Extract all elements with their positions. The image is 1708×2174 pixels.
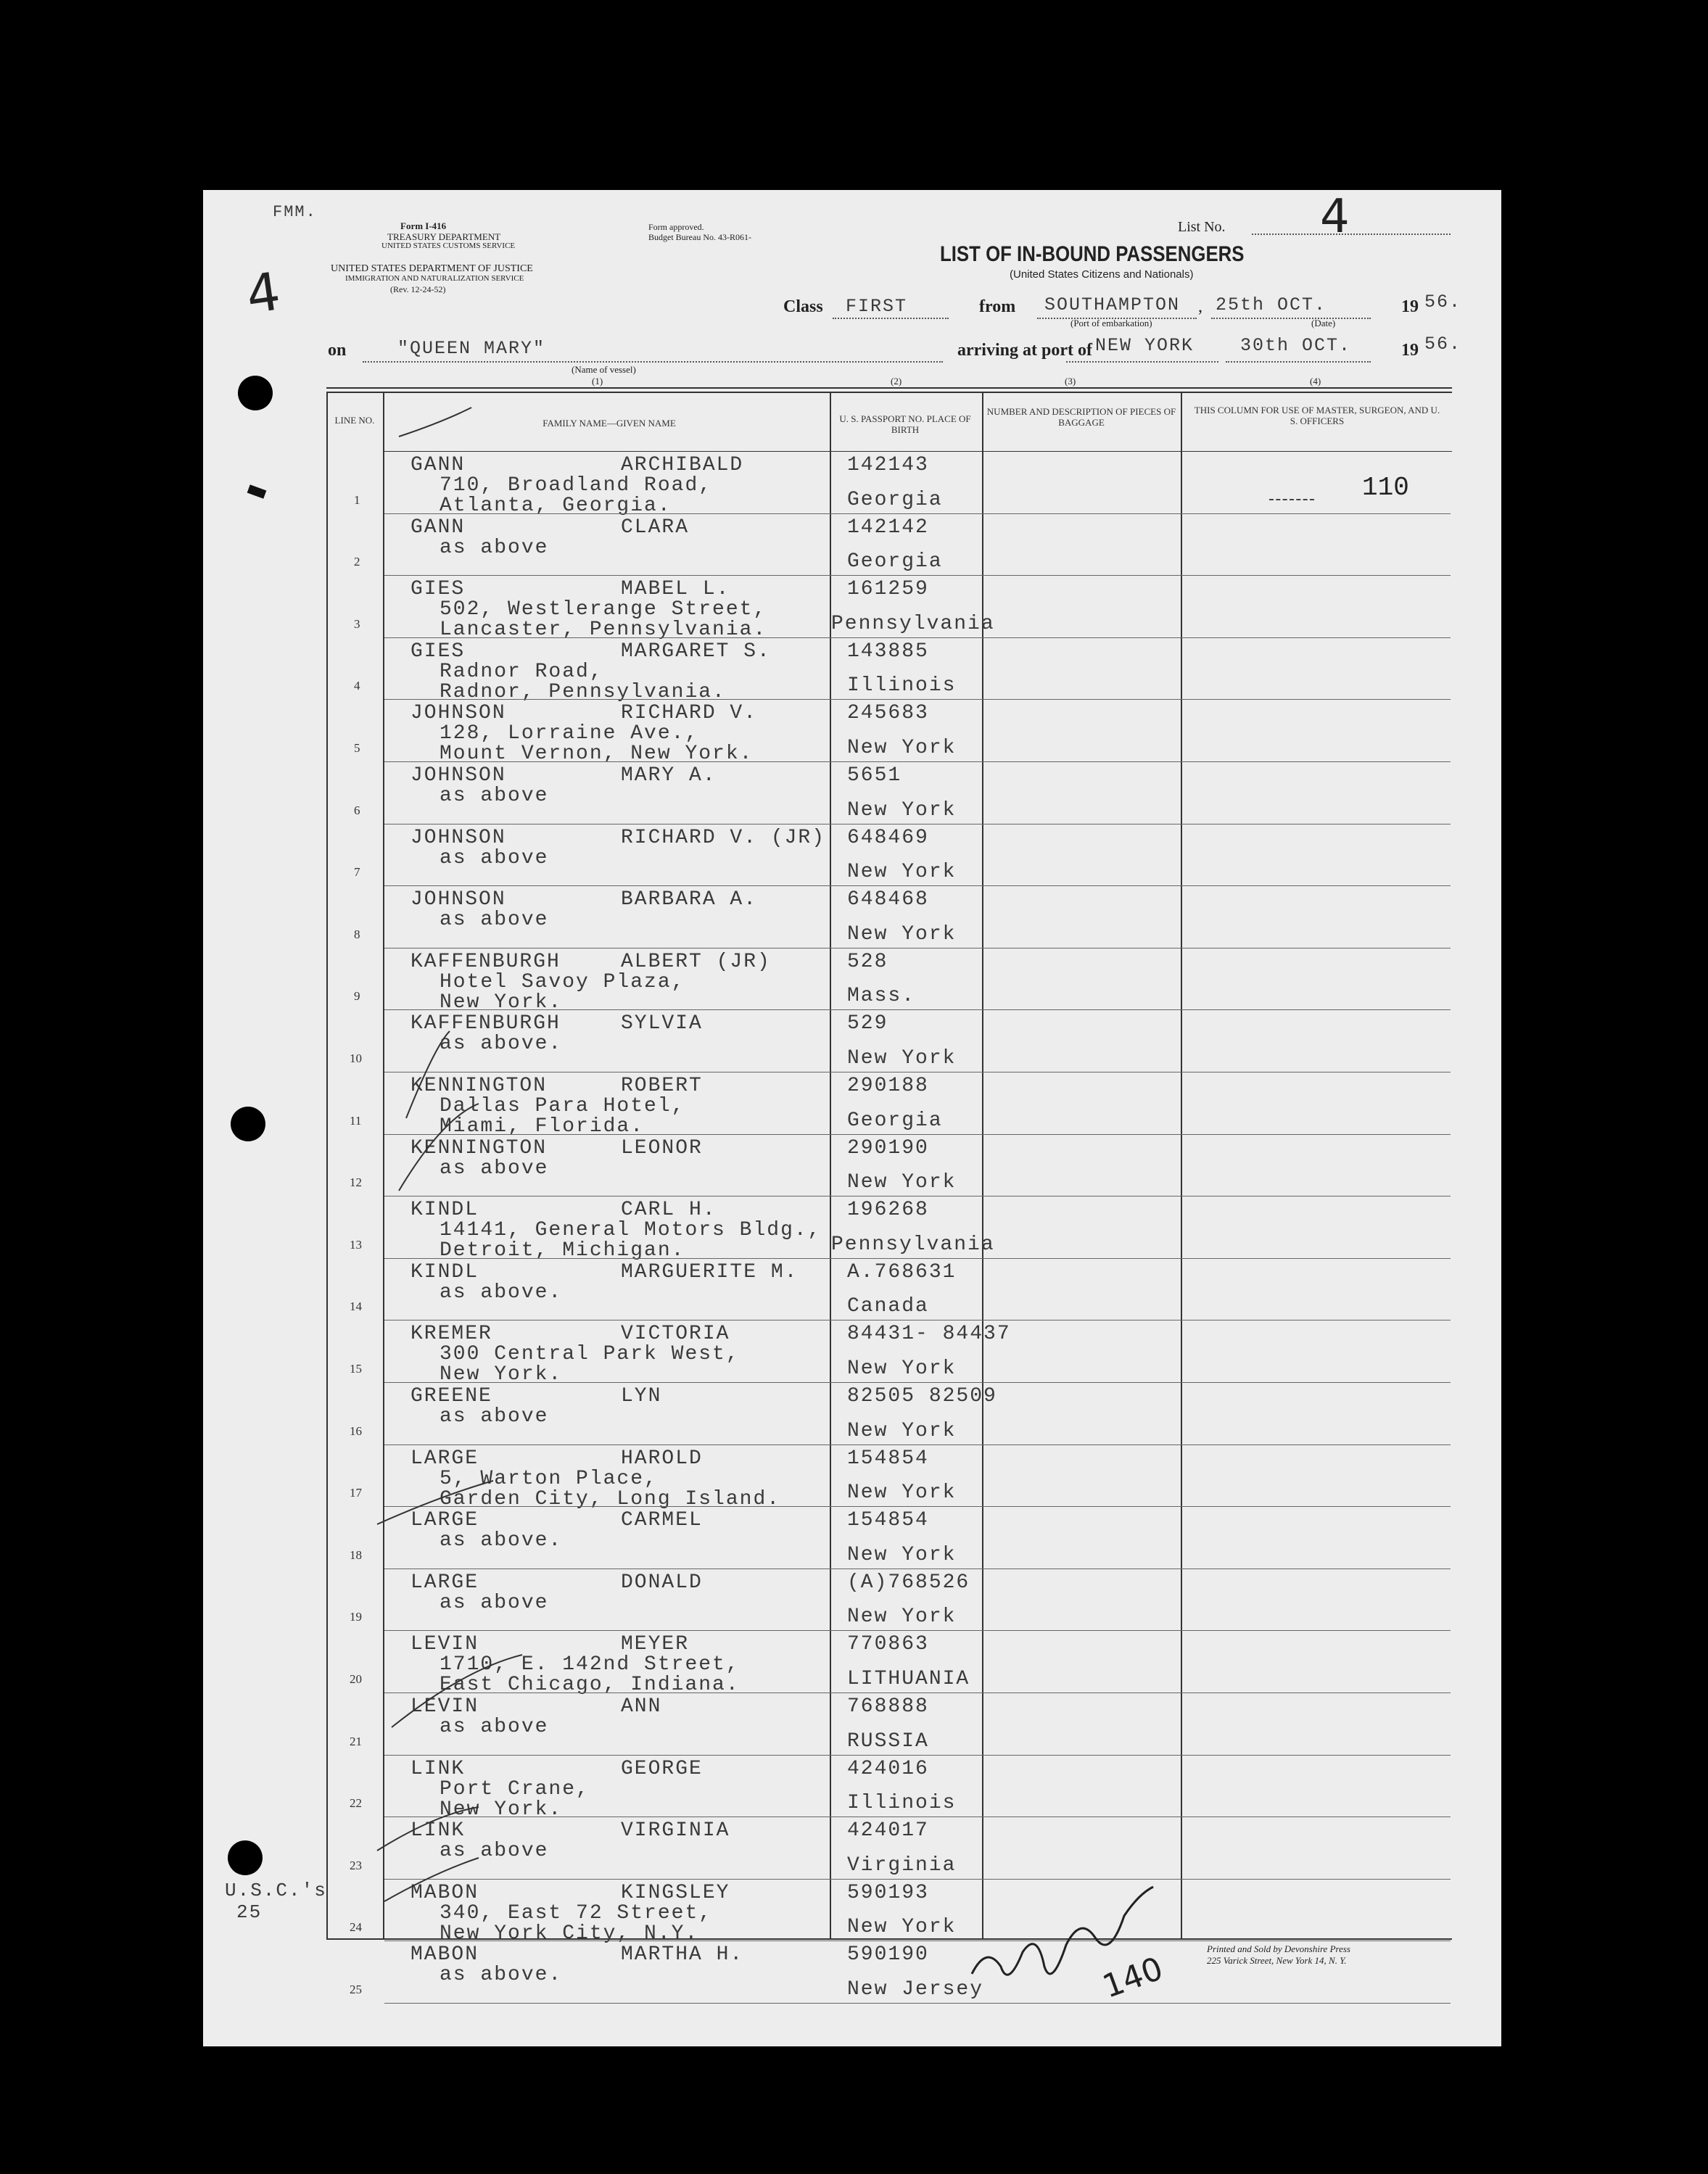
list-no-label: List No. bbox=[1178, 219, 1226, 235]
given-name: MABEL L. bbox=[621, 578, 730, 601]
revision-label: (Rev. 12-24-52) bbox=[390, 284, 446, 294]
passport-number: 424017 bbox=[847, 1819, 929, 1843]
row-number: 8 bbox=[354, 927, 360, 941]
family-name: LEVIN bbox=[411, 1633, 479, 1656]
col1-number: (1) bbox=[592, 376, 603, 387]
address-line-1: as above bbox=[440, 1591, 549, 1614]
address-line-1: 1710, E. 142nd Street, bbox=[440, 1653, 740, 1677]
printer-line-1: Printed and Sold by Devonshire Press bbox=[1207, 1943, 1350, 1954]
handwritten-checkmarks bbox=[334, 393, 841, 1945]
row-number: 18 bbox=[350, 1547, 362, 1562]
given-name: MARGARET S. bbox=[621, 640, 771, 663]
vessel-name: "QUEEN MARY" bbox=[397, 338, 546, 359]
justice-label: UNITED STATES DEPARTMENT OF JUSTICE bbox=[331, 263, 533, 274]
address-line-1: 502, Westlerange Street, bbox=[440, 598, 767, 621]
address-line-1: as above. bbox=[440, 1033, 563, 1056]
given-name: GEORGE bbox=[621, 1757, 703, 1780]
column-header-line-no: LINE NO. bbox=[334, 415, 375, 426]
given-name: KINGSLEY bbox=[621, 1881, 730, 1904]
family-name: KENNINGTON bbox=[411, 1075, 548, 1097]
place-of-birth: New York bbox=[847, 1046, 957, 1070]
given-name: VICTORIA bbox=[621, 1323, 730, 1346]
list-number: 4 bbox=[1320, 190, 1350, 244]
row-number: 2 bbox=[354, 555, 360, 569]
place-of-birth: LITHUANIA bbox=[847, 1667, 970, 1690]
place-of-birth: Illinois bbox=[847, 674, 957, 698]
family-name: KAFFENBURGH bbox=[411, 950, 561, 973]
place-of-birth: New York bbox=[847, 1481, 957, 1505]
address-line-2: Detroit, Michigan. bbox=[440, 1239, 685, 1262]
address-line-1: as above. bbox=[440, 1281, 563, 1304]
given-name: DONALD bbox=[621, 1571, 703, 1594]
row-number: 11 bbox=[350, 1113, 362, 1128]
place-of-birth: Georgia bbox=[847, 550, 943, 574]
class-label: Class bbox=[783, 297, 823, 316]
row-number: 25 bbox=[350, 1982, 362, 1996]
port-embarkation-caption: (Port of embarkation) bbox=[1070, 318, 1152, 328]
address-line-1: as above bbox=[440, 909, 549, 932]
row-number: 3 bbox=[354, 616, 360, 631]
passport-number: 142143 bbox=[847, 454, 929, 476]
passport-number: 245683 bbox=[847, 702, 929, 725]
family-name: MABON bbox=[411, 1881, 479, 1904]
given-name: ARCHIBALD bbox=[621, 454, 744, 476]
family-name: LARGE bbox=[411, 1509, 479, 1532]
given-name: ALBERT (JR) bbox=[621, 950, 771, 973]
family-name: JOHNSON bbox=[411, 826, 506, 849]
handwritten-note: 140 bbox=[1097, 1950, 1168, 2006]
family-name: KAFFENBURGH bbox=[411, 1012, 561, 1036]
family-name: KENNINGTON bbox=[411, 1136, 548, 1160]
given-name: LYN bbox=[621, 1385, 662, 1408]
arrival-year-prefix: 19 bbox=[1401, 341, 1419, 360]
row-number: 16 bbox=[350, 1423, 362, 1438]
address-line-1: Hotel Savoy Plaza, bbox=[440, 970, 685, 993]
row-number: 23 bbox=[350, 1858, 362, 1872]
address-line-2: Garden City, Long Island. bbox=[440, 1487, 781, 1510]
ins-label: IMMIGRATION AND NATURALIZATION SERVICE bbox=[345, 274, 524, 283]
on-label: on bbox=[328, 341, 347, 360]
page-subtitle: (United States Citizens and Nationals) bbox=[1010, 268, 1194, 281]
col2-number: (2) bbox=[891, 376, 902, 387]
address-line-1: 710, Broadland Road, bbox=[440, 474, 713, 497]
officer-note: 110 bbox=[1362, 473, 1409, 503]
address-line-1: as above bbox=[440, 536, 549, 559]
address-line-1: as above bbox=[440, 1716, 549, 1738]
family-name: KREMER bbox=[411, 1323, 492, 1346]
manifest-sheet: 4 FMM. Form I-416 TREASURY DEPARTMENT UNITED STATES CUSTOMS SERVICE UNITED STATES DEPARTMENT OF JUSTICE IMMIGRATION AND NATURALIZATION SERVICE (Rev. 12-24-52) Form approved. Budget Bureau No. 43-R061- List No. 4 LIST OF IN-BOUND PASSENGERS (United States Citizens and Nationals) Class FIRST from SOUTHAMPTON , 25th OCT. 19 56. (Port of embarkation) (Date) on "QUEEN MARY" arriving at port of NEW YORK 30th OCT. 19 56. (Name of vessel) (1) (2) (3) (4) LINE NO. FAMILY NAME—GIVEN NAME U. S. PASSPORT NO. PLACE OF BIRTH NUMBER AND DESCRIPTION OF PIECES OF BAGGAGE THIS COLUMN FOR USE OF MASTER, SURGEON, AND U. S. OFFICERS 110 1 GANN ARCHIBALD 710, Broadland Road, Atlanta, Georgia. 142143 Georgia 2 GANN CLARA as above 142142 Georgia 3 GIES MABEL L. 502, Westlerange Street, Lancaster, Pennsylvania. 161259 Pennsylvania 4 GIES MARGARET S. Radnor Road, Radnor, Pennsylvania. 143885 Illinois 5 JOHNSON RICHARD V. 128, Lorraine Ave., Mount Vernon, New York. 245683 New York 6 JOHNSON MARY A. as above 5651 New York 7 JOHNSON RICHARD V. (JR) as above 648469 New York 8 JOHNSON BARBARA A. as above 648468 New York 9 KAFFENBURGH ALBERT (JR) Hotel Savoy Plaza, New York. 528 Mass. 10 KAFFENBURGH SYLVIA as above. 529 New York 11 KENNINGTON ROBERT Dallas Para Hotel, Miami, Florida. 290188 Georgia 12 KENNINGTON LEONOR as above 290190 New York 13 KINDL CARL H. 14141, General Motors Bldg., Detroit, Michigan. 196268 Pennsylvania 14 KINDL MARGUERITE M. as above. A.768631 Canada 15 KREMER VICTORIA 300 Central Park West, New York. 84431- 84437 New York 16 GREENE LYN as above 82505 82509 New York 17 LARGE HAROLD 5, Warton Place, Garden City, Long Island. 154854 New York 18 LARGE CARMEL as above. 154854 New York 19 LARGE DONALD as above (A)768526 New York 20 LEVIN MEYER 1710, E. 142nd Street, East Chicago, Indiana. 770863 LITHUANIA 21 LEVIN ANN as above 768888 RUSSIA 22 LINK GEORGE Port Crane, New York. 424016 Illinois 23 LINK VIRGINIA as above 424017 Virginia 24 MABON KINGSLEY 340, East 72 Street, New York City, N.Y. 590193 New York 25 MABON MARTHA H. as above. 590190 New Jersey U.S.C.'s 25 Printed and Sold by Devonshire Press 225 Varick Street, New York 14, N. Y. 140 bbox=[203, 190, 1501, 2046]
place-of-birth: Mass. bbox=[847, 985, 916, 1008]
class-value: FIRST bbox=[846, 296, 908, 317]
row-number: 5 bbox=[354, 740, 360, 755]
family-name: JOHNSON bbox=[411, 764, 506, 787]
address-line-2: Mount Vernon, New York. bbox=[440, 743, 754, 766]
passport-number: 768888 bbox=[847, 1695, 929, 1718]
form-number: Form I-416 bbox=[400, 220, 447, 231]
given-name: LEONOR bbox=[621, 1136, 703, 1160]
place-of-birth: New Jersey bbox=[847, 1977, 984, 2001]
given-name: BARBARA A. bbox=[621, 888, 758, 912]
passport-number: 84431- 84437 bbox=[847, 1323, 1011, 1346]
passport-number: (A)768526 bbox=[847, 1571, 970, 1594]
place-of-birth: Georgia bbox=[847, 488, 943, 511]
given-name: ROBERT bbox=[621, 1075, 703, 1097]
family-name: MABON bbox=[411, 1943, 479, 1967]
row-number: 21 bbox=[350, 1734, 362, 1748]
place-of-birth: New York bbox=[847, 1543, 957, 1566]
handwritten-signature bbox=[957, 1872, 1175, 2017]
family-name: GREENE bbox=[411, 1385, 492, 1408]
passport-number: A.768631 bbox=[847, 1260, 957, 1284]
given-name: CLARA bbox=[621, 516, 690, 539]
row-number: 14 bbox=[350, 1299, 362, 1314]
passport-number: 770863 bbox=[847, 1633, 929, 1656]
passport-number: 528 bbox=[847, 950, 888, 973]
address-line-2: Atlanta, Georgia. bbox=[440, 495, 672, 517]
row-number: 20 bbox=[350, 1671, 362, 1686]
customs-label: UNITED STATES CUSTOMS SERVICE bbox=[381, 241, 516, 250]
passport-number: 154854 bbox=[847, 1447, 929, 1470]
family-name: GIES bbox=[411, 578, 466, 601]
embarkation-year: 56. bbox=[1424, 292, 1462, 313]
address-line-1: 14141, General Motors Bldg., bbox=[440, 1219, 822, 1242]
passport-number: 590193 bbox=[847, 1881, 929, 1904]
place-of-birth: New York bbox=[847, 861, 957, 884]
place-of-birth: New York bbox=[847, 1419, 957, 1442]
given-name: VIRGINIA bbox=[621, 1819, 730, 1843]
given-name: CARMEL bbox=[621, 1509, 703, 1532]
place-of-birth: New York bbox=[847, 1916, 957, 1939]
passport-number: 142142 bbox=[847, 516, 929, 539]
place-of-birth: New York bbox=[847, 798, 957, 822]
place-of-birth: RUSSIA bbox=[847, 1729, 929, 1753]
family-name: GANN bbox=[411, 516, 466, 539]
row-number: 1 bbox=[354, 492, 360, 507]
place-of-birth: New York bbox=[847, 1605, 957, 1629]
date-caption: (Date) bbox=[1311, 318, 1336, 328]
passport-number: 648469 bbox=[847, 826, 929, 849]
col4-number: (4) bbox=[1310, 376, 1321, 387]
row-number: 10 bbox=[350, 1051, 362, 1065]
family-name: GANN bbox=[411, 454, 466, 476]
family-name: LEVIN bbox=[411, 1695, 479, 1718]
budget-bureau-label: Budget Bureau No. 43-R061- bbox=[648, 232, 751, 242]
row-number: 17 bbox=[350, 1486, 362, 1500]
passport-number: 529 bbox=[847, 1012, 888, 1036]
passport-number: 290190 bbox=[847, 1136, 929, 1160]
row-number: 13 bbox=[350, 1237, 362, 1252]
address-line-1: Radnor Road, bbox=[440, 660, 603, 683]
place-of-birth: Pennsylvania bbox=[831, 612, 995, 635]
place-of-birth: New York bbox=[847, 922, 957, 946]
address-line-1: as above. bbox=[440, 1964, 563, 1987]
address-line-1: Dallas Para Hotel, bbox=[440, 1095, 685, 1117]
column-header-baggage: NUMBER AND DESCRIPTION OF PIECES OF BAGGAGE bbox=[986, 406, 1176, 428]
row-number: 6 bbox=[354, 803, 360, 817]
usc-label: U.S.C.'s bbox=[225, 1880, 327, 1901]
passport-number: 196268 bbox=[847, 1199, 929, 1222]
address-line-2: Radnor, Pennsylvania. bbox=[440, 680, 726, 703]
form-approved-label: Form approved. bbox=[648, 222, 704, 232]
address-line-1: Port Crane, bbox=[440, 1777, 590, 1801]
from-label: from bbox=[979, 297, 1016, 316]
arriving-label: arriving at port of bbox=[957, 341, 1092, 360]
address-line-1: as above. bbox=[440, 1529, 563, 1553]
place-of-birth: Pennsylvania bbox=[831, 1233, 995, 1256]
address-line-1: as above bbox=[440, 846, 549, 869]
passport-number: 161259 bbox=[847, 578, 929, 601]
passport-number: 154854 bbox=[847, 1509, 929, 1532]
family-name: LINK bbox=[411, 1757, 466, 1780]
address-line-2: New York. bbox=[440, 1798, 563, 1821]
arrival-date: 30th OCT. bbox=[1240, 335, 1352, 356]
address-line-2: Miami, Florida. bbox=[440, 1115, 645, 1138]
row-number: 15 bbox=[350, 1361, 362, 1376]
address-line-2: New York. bbox=[440, 991, 563, 1014]
row-number: 9 bbox=[354, 989, 360, 1004]
family-name: JOHNSON bbox=[411, 702, 506, 725]
fmm-label: FMM. bbox=[273, 203, 317, 221]
passport-number: 648468 bbox=[847, 888, 929, 912]
address-line-1: 128, Lorraine Ave., bbox=[440, 722, 699, 745]
passport-number: 424016 bbox=[847, 1757, 929, 1780]
passport-number: 290188 bbox=[847, 1075, 929, 1097]
passport-number: 82505 82509 bbox=[847, 1385, 997, 1408]
family-name: JOHNSON bbox=[411, 888, 506, 912]
port-of-embarkation: SOUTHAMPTON bbox=[1044, 294, 1181, 315]
row-number: 22 bbox=[350, 1796, 362, 1811]
row-number: 12 bbox=[350, 1175, 362, 1190]
place-of-birth: New York bbox=[847, 1171, 957, 1194]
margin-number: 4 bbox=[242, 260, 284, 326]
address-line-2: East Chicago, Indiana. bbox=[440, 1674, 740, 1697]
column-header-name: FAMILY NAME—GIVEN NAME bbox=[542, 418, 676, 429]
row-number: 7 bbox=[354, 865, 360, 880]
family-name: LARGE bbox=[411, 1447, 479, 1470]
treasury-label: TREASURY DEPARTMENT bbox=[387, 231, 501, 242]
address-line-1: as above bbox=[440, 1157, 549, 1180]
place-of-birth: Georgia bbox=[847, 1109, 943, 1132]
address-line-1: 340, East 72 Street, bbox=[440, 1901, 713, 1925]
family-name: GIES bbox=[411, 640, 466, 663]
family-name: KINDL bbox=[411, 1199, 479, 1222]
arrival-port: NEW YORK bbox=[1095, 335, 1195, 356]
place-of-birth: New York bbox=[847, 736, 957, 759]
vessel-caption: (Name of vessel) bbox=[572, 364, 636, 375]
place-of-birth: Canada bbox=[847, 1295, 929, 1318]
address-line-1: as above bbox=[440, 1405, 549, 1428]
printer-line-2: 225 Varick Street, New York 14, N. Y. bbox=[1207, 1955, 1347, 1966]
given-name: RICHARD V. (JR) bbox=[621, 826, 826, 849]
given-name: HAROLD bbox=[621, 1447, 703, 1470]
column-header-officers: THIS COLUMN FOR USE OF MASTER, SURGEON, AND U. S. OFFICERS bbox=[1194, 405, 1440, 426]
address-line-1: as above bbox=[440, 1840, 549, 1863]
address-line-1: 300 Central Park West, bbox=[440, 1343, 740, 1366]
given-name: CARL H. bbox=[621, 1199, 717, 1222]
page-title: LIST OF IN-BOUND PASSENGERS bbox=[940, 242, 1245, 266]
passport-number: 143885 bbox=[847, 640, 929, 663]
usc-count: 25 bbox=[236, 1901, 263, 1923]
given-name: MEYER bbox=[621, 1633, 690, 1656]
row-number: 19 bbox=[350, 1610, 362, 1624]
place-of-birth: New York bbox=[847, 1357, 957, 1380]
column-header-passport: U. S. PASSPORT NO. PLACE OF BIRTH bbox=[839, 413, 971, 435]
given-name: MARGUERITE M. bbox=[621, 1260, 799, 1284]
address-line-1: as above bbox=[440, 785, 549, 807]
passport-number: 590190 bbox=[847, 1943, 929, 1967]
given-name: ANN bbox=[621, 1695, 662, 1718]
family-name: LARGE bbox=[411, 1571, 479, 1594]
col3-number: (3) bbox=[1065, 376, 1076, 387]
address-line-1: 5, Warton Place, bbox=[440, 1467, 658, 1490]
address-line-2: New York City, N.Y. bbox=[440, 1922, 699, 1945]
place-of-birth: Illinois bbox=[847, 1792, 957, 1815]
row-number: 24 bbox=[350, 1920, 362, 1935]
embarkation-year-prefix: 19 bbox=[1401, 297, 1419, 316]
family-name: KINDL bbox=[411, 1260, 479, 1284]
given-name: MARY A. bbox=[621, 764, 717, 787]
arrival-year: 56. bbox=[1424, 334, 1462, 355]
address-line-2: New York. bbox=[440, 1363, 563, 1386]
embarkation-date: 25th OCT. bbox=[1216, 294, 1327, 315]
punch-hole bbox=[238, 376, 273, 410]
given-name: SYLVIA bbox=[621, 1012, 703, 1036]
row-number: 4 bbox=[354, 679, 360, 693]
address-line-2: Lancaster, Pennsylvania. bbox=[440, 619, 767, 642]
given-name: MARTHA H. bbox=[621, 1943, 744, 1967]
given-name: RICHARD V. bbox=[621, 702, 758, 725]
passport-number: 5651 bbox=[847, 764, 902, 787]
place-of-birth: Virginia bbox=[847, 1853, 957, 1877]
family-name: LINK bbox=[411, 1819, 466, 1843]
